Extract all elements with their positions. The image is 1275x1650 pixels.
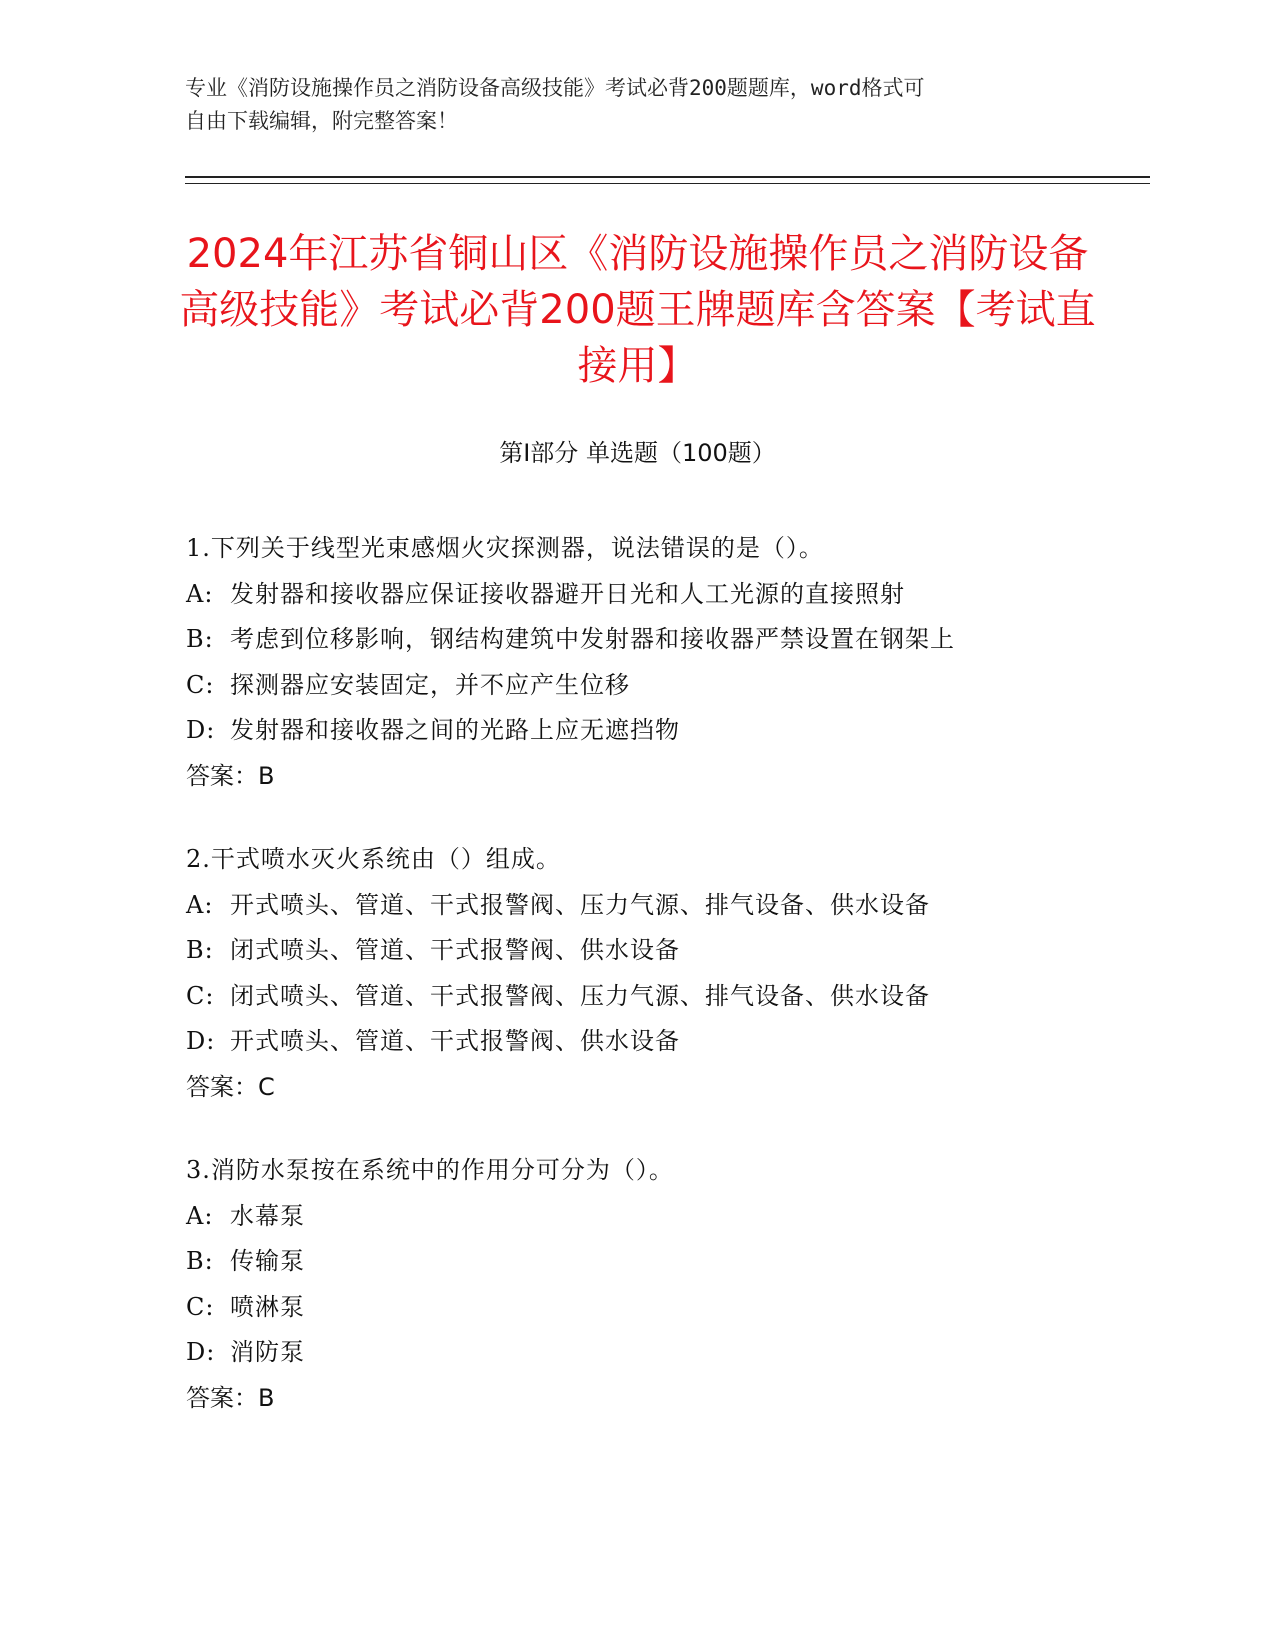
answer: 答案：C bbox=[186, 1072, 275, 1101]
option-key: A: bbox=[186, 890, 214, 919]
option-key: A: bbox=[186, 579, 214, 608]
option-text: 消防泵 bbox=[230, 1338, 305, 1366]
option-text: 发射器和接收器之间的光路上应无遮挡物 bbox=[230, 716, 680, 744]
option-a bbox=[186, 883, 1086, 929]
option-key: C: bbox=[186, 1292, 215, 1321]
option-a bbox=[186, 572, 1086, 618]
option-text: 开式喷头、管道、干式报警阀、供水设备 bbox=[230, 1027, 680, 1055]
question-3 bbox=[186, 1148, 1086, 1421]
option-text: 闭式喷头、管道、干式报警阀、供水设备 bbox=[230, 936, 680, 964]
option-a bbox=[186, 1194, 1086, 1240]
question-stem: 3.消防水泵按在系统中的作用分可分为（）。 bbox=[186, 1156, 674, 1184]
option-text: 探测器应安装固定，并不应产生位移 bbox=[230, 670, 630, 699]
option-b bbox=[186, 928, 1086, 974]
option-text: 开式喷头、管道、干式报警阀、压力气源、排气设备、供水设备 bbox=[230, 890, 930, 919]
option-text: 喷淋泵 bbox=[230, 1292, 305, 1321]
header-note-line-1: 专业《消防设施操作员之消防设备高级技能》考试必背200题题库，word格式可 bbox=[185, 76, 925, 100]
option-key: D: bbox=[186, 716, 216, 744]
option-key: D: bbox=[186, 1027, 216, 1055]
option-text: 发射器和接收器应保证接收器避开日光和人工光源的直接照射 bbox=[230, 579, 905, 608]
question-2 bbox=[186, 837, 1086, 1110]
option-key: B: bbox=[186, 625, 214, 653]
header-divider-thin bbox=[185, 183, 1150, 184]
option-key: C: bbox=[186, 670, 215, 699]
option-text: 闭式喷头、管道、干式报警阀、压力气源、排气设备、供水设备 bbox=[230, 981, 930, 1010]
option-c bbox=[186, 1285, 1086, 1331]
option-text: 传输泵 bbox=[230, 1247, 305, 1275]
option-key: A: bbox=[186, 1201, 214, 1230]
answer: 答案：B bbox=[186, 761, 275, 790]
option-key: D: bbox=[186, 1338, 216, 1366]
question-list bbox=[186, 526, 1086, 1459]
option-key: C: bbox=[186, 981, 215, 1010]
option-key: B: bbox=[186, 1247, 214, 1275]
option-d bbox=[186, 708, 1086, 754]
answer: 答案：B bbox=[186, 1383, 275, 1412]
question-1 bbox=[186, 526, 1086, 799]
option-b bbox=[186, 617, 1086, 663]
option-text: 考虑到位移影响，钢结构建筑中发射器和接收器严禁设置在钢架上 bbox=[230, 625, 955, 653]
option-c bbox=[186, 974, 1086, 1020]
option-b bbox=[186, 1239, 1086, 1285]
header-divider-thick bbox=[185, 176, 1150, 178]
question-stem: 1.下列关于线型光束感烟火灾探测器，说法错误的是（）。 bbox=[186, 534, 824, 562]
option-c bbox=[186, 663, 1086, 709]
option-d bbox=[186, 1019, 1086, 1065]
section-heading: 第Ⅰ部分 单选题（100题） bbox=[499, 439, 776, 467]
option-key: B: bbox=[186, 936, 214, 964]
header-note-line-2: 自由下载编辑，附完整答案！ bbox=[185, 109, 458, 133]
document-title: 2024年江苏省铜山区《消防设施操作员之消防设备高级技能》考试必背200题王牌题库含答案【考试直接用】 bbox=[179, 231, 1096, 389]
option-d bbox=[186, 1330, 1086, 1376]
option-text: 水幕泵 bbox=[230, 1201, 305, 1230]
question-stem: 2.干式喷水灭火系统由（）组成。 bbox=[186, 845, 561, 873]
header-note bbox=[185, 72, 1065, 138]
